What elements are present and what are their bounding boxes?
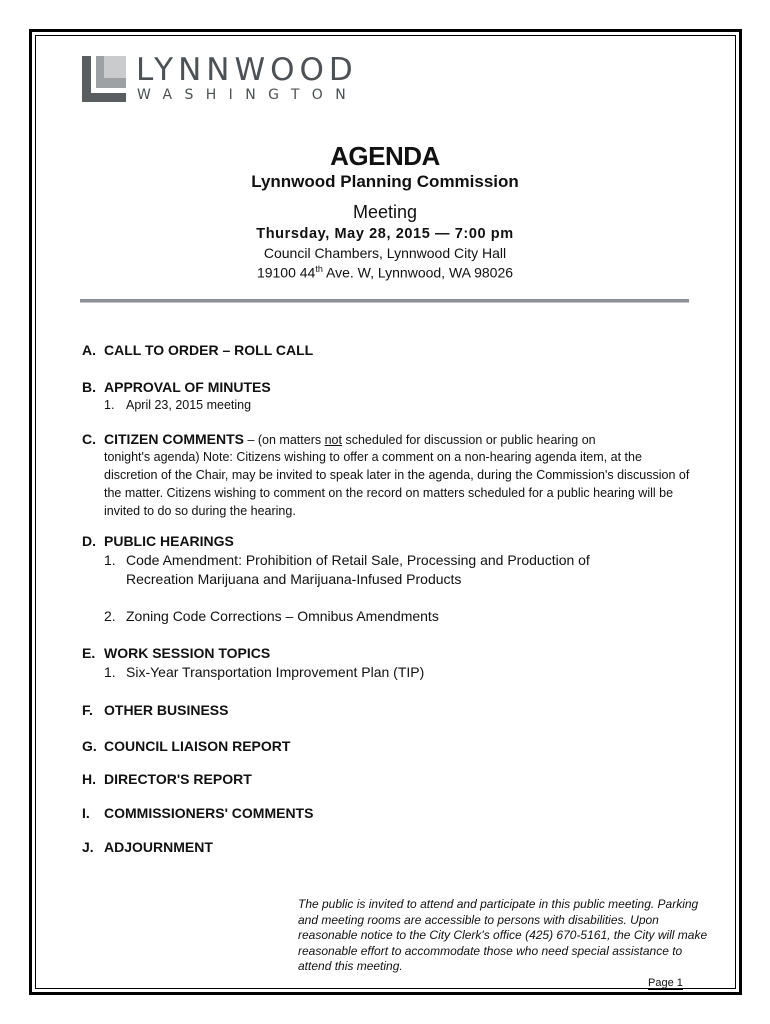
section-directors-report: H. DIRECTOR'S REPORT <box>82 771 252 787</box>
accessibility-notice: The public is invited to attend and participate in this public meeting. Parking and meeting rooms are accessible to persons with disabilities. Upon reasonable notice to the City Clerk's office (425) 670-5161, the City will make reasonable effort to accommodate those who need special assistance to attend this meeting. <box>298 897 708 973</box>
section-citizen-comments: C. CITIZEN COMMENTS – (on matters not scheduled for discussion or public hearing on <box>82 431 596 447</box>
city-logo <box>82 52 372 104</box>
meeting-address: 19100 44th Ave. W, Lynnwood, WA 98026 <box>256 264 514 281</box>
list-item: 2. Zoning Code Corrections – Omnibus Amendments <box>104 608 439 624</box>
list-item: 1. Code Amendment: Prohibition of Retail Sale, Processing and Production of <box>104 552 590 568</box>
list-item-continuation: Recreation Marijuana and Marijuana-Infused Products <box>126 571 462 587</box>
section-adjournment: J. ADJOURNMENT <box>82 839 213 855</box>
list-item: 1. April 23, 2015 meeting <box>104 398 252 412</box>
section-public-hearings: D. PUBLIC HEARINGS <box>82 533 234 549</box>
logo-wordmark: LYNNWOOD <box>136 52 358 88</box>
agenda-title: AGENDA <box>330 141 440 171</box>
meeting-label: Meeting <box>352 202 418 222</box>
meeting-venue: Council Chambers, Lynnwood City Hall <box>263 245 507 261</box>
section-council-liaison-report: G. COUNCIL LIAISON REPORT <box>82 738 291 754</box>
meeting-date-time: Thursday, May 28, 2015 — 7:00 pm <box>256 226 514 242</box>
section-approval-of-minutes: B. APPROVAL OF MINUTES <box>82 379 271 395</box>
header-divider <box>80 299 689 303</box>
citizen-comments-note: tonight's agenda) Note: Citizens wishing to offer a comment on a non-hearing agenda item, at the discretion of the Chair, may be invited to speak later in the agenda, during the Commission's discussion of the matter. Citizens wishing to comment on the record on matters scheduled for a public hearing will be invited to do so during the hearing. <box>104 450 690 518</box>
commission-name: Lynnwood Planning Commission <box>251 172 519 191</box>
section-commissioners-comments: I. COMMISSIONERS' COMMENTS <box>82 805 314 821</box>
list-item: 1. Six-Year Transportation Improvement Plan (TIP) <box>104 664 425 680</box>
page-number: Page 1 <box>648 977 683 989</box>
section-work-session-topics: E. WORK SESSION TOPICS <box>82 645 271 661</box>
section-other-business: F. OTHER BUSINESS <box>82 702 229 718</box>
logo-subtitle: WASHINGTON <box>137 87 359 103</box>
logo-mark-icon <box>82 56 126 102</box>
section-call-to-order: A. CALL TO ORDER – ROLL CALL <box>82 342 314 358</box>
